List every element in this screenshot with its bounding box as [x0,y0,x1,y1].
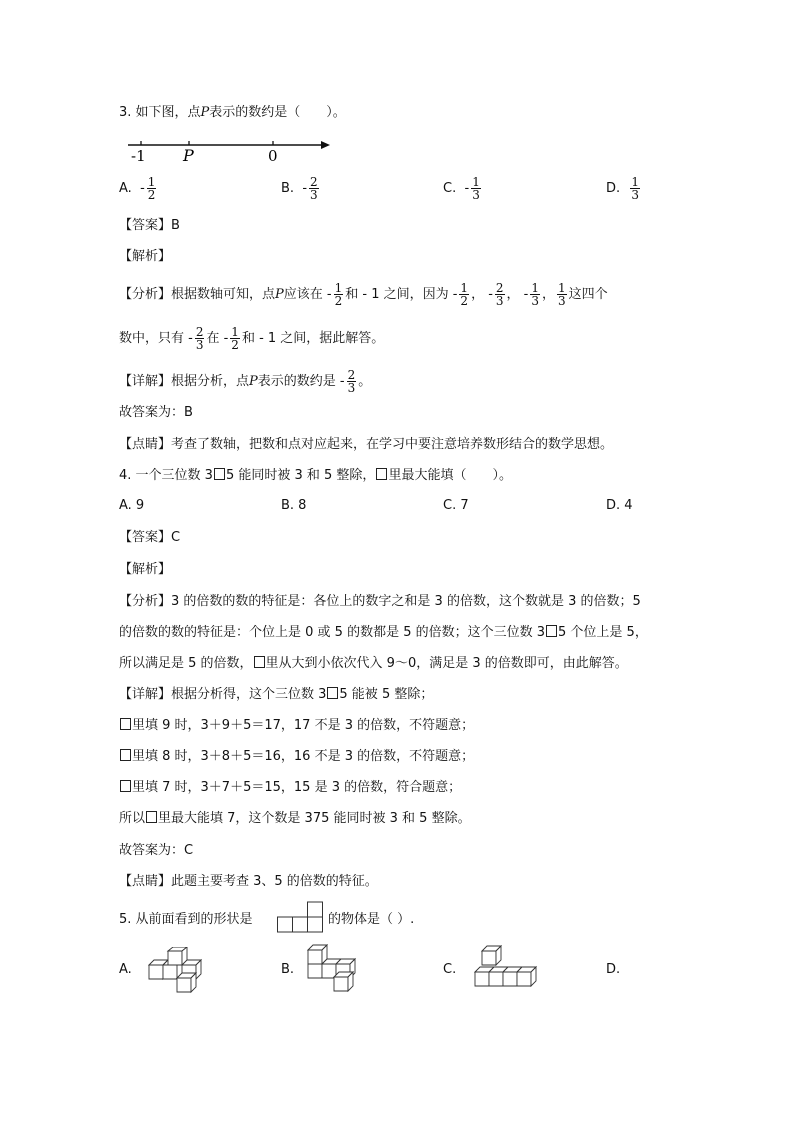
q3-jiexi: 【解析】 [119,249,172,264]
q4-comment: 【点睛】此题主要考查 3、5 的倍数的特征。 [119,874,378,889]
q4-detail-line2: 里填 9 时，3＋9＋5＝17，17 不是 3 的倍数，不符题意； [119,717,474,735]
q4-analysis-line2: 的倍数的数的特征是：个位上是 0 或 5 的数都是 5 的倍数；这个三位数 3 5 个位上是 5， [119,625,648,640]
blank-box-icon [214,468,225,480]
blank-box-icon [146,811,157,823]
q4-option-d: D. 4 [606,498,633,513]
blank-box-icon [120,749,131,761]
number-line-figure [124,136,336,166]
q4-final-answer: 故答案为：C [119,843,194,858]
label-minus-one: -1 [131,147,146,165]
q3-comment: 【点睛】考查了数轴，把数和点对应起来，在学习中要注意培养数形结合的数学思想。 [119,437,614,452]
q3-analysis-line1: 【分析】根据数轴可知，点P应该在 - $\frac{1}{2}$ 和 - 1 之间，因为 - $\frac{1}{2}$ ， - $\frac{2}{3}$ ， - $\frac{1}{3}$ ， $\frac{1}{3}$ 这四个 [119,281,608,308]
q5-option-d-label: D. [606,962,621,977]
q4-option-c: C. 7 [443,498,469,513]
q4-detail-line3: 里填 8 时，3＋8＋5＝16，16 不是 3 的倍数，不符题意； [119,748,474,766]
q3-stem: 3. 如下图，点P表示的数约是（ ）。 [119,105,346,120]
blank-box-icon [546,625,557,637]
q5-option-a-label: A. [119,962,132,977]
q3-option-d: D. $\frac{1}{3}$ [606,175,640,202]
cube-stack-a-figure [147,947,209,995]
q3-option-a: A. - $\frac{1}{2}$ [119,175,156,202]
label-zero: 0 [268,147,278,165]
q5-stem-b: 的物体是（ ）. [328,912,415,927]
blank-box-icon [120,780,131,792]
q4-analysis-line1: 【分析】3 的倍数的数的特征是：各位上的数字之和是 3 的倍数，这个数就是 3 的倍数；5 [119,594,641,609]
blank-box-icon [327,687,338,699]
q4-detail-line5: 所以 里最大能填 7，这个数是 375 能同时被 3 和 5 整除。 [119,811,471,826]
q3-option-b: B. - $\frac{2}{3}$ [281,175,318,202]
q3-analysis-line2: 数中，只有 - $\frac{2}{3}$ 在 - $\frac{1}{2}$ 和 - 1 之间，据此解答。 [119,325,385,352]
q5-option-b-label: B. [281,962,295,977]
front-view-shape-figure [277,901,325,933]
q4-detail-line4: 里填 7 时，3＋7＋5＝15，15 是 3 的倍数，符合题意； [119,779,461,797]
q4-option-b: B. 8 [281,498,307,513]
q3-final-answer: 故答案为：B [119,405,193,420]
label-p: P [183,146,194,165]
q4-stem: 4. 一个三位数 3 5 能同时被 3 和 5 整除， 里最大能填（ ）。 [119,468,512,483]
q4-analysis-line3: 所以满足是 5 的倍数， 里从大到小依次代入 9～0，满足是 3 的倍数即可，由此解答。 [119,656,628,671]
q5-option-c-label: C. [443,962,457,977]
q5-stem-a: 5. 从前面看到的形状是 [119,912,253,927]
q3-option-c: C. - $\frac{1}{3}$ [443,175,480,202]
q4-detail-line1: 【详解】根据分析得，这个三位数 3 5 能被 5 整除； [119,687,434,702]
cube-stack-b-figure [306,944,364,994]
blank-box-icon [254,656,265,668]
blank-box-icon [120,718,131,730]
q4-answer: 【答案】C [119,530,181,545]
q3-detail: 【详解】根据分析，点P表示的数约是 - $\frac{2}{3}$ 。 [119,368,372,395]
arrow-head-icon [321,141,330,149]
cube-stack-c-figure [472,943,538,993]
blank-box-icon [376,468,387,480]
q3-answer: 【答案】B [119,218,180,233]
q4-option-a: A. 9 [119,498,145,513]
q4-jiexi: 【解析】 [119,562,172,577]
